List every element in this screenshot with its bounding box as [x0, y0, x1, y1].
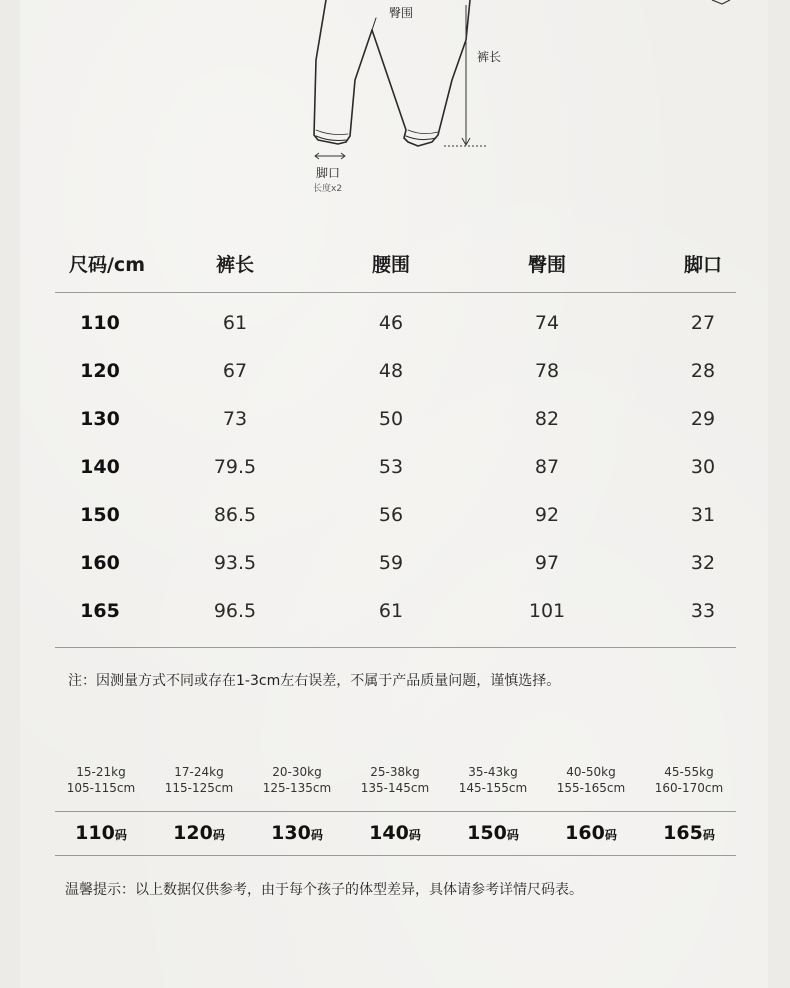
table-divider-top: [55, 292, 736, 293]
table-cell: 53: [378, 456, 404, 478]
guide-weight: 45-55kg: [664, 765, 714, 779]
table-size-cell: 110: [80, 312, 120, 334]
table-cell: 30: [690, 456, 716, 478]
cuff-note: 长度x2: [313, 184, 343, 194]
guide-range: [263, 764, 331, 796]
guide-size: [173, 822, 225, 844]
table-size-cell: 160: [80, 552, 120, 574]
guide-range: [165, 764, 233, 796]
header-hip: 臀围: [527, 254, 567, 276]
table-cell: 101: [528, 600, 566, 622]
guide-divider-bottom: [55, 855, 736, 856]
pants-diagram: [0, 0, 790, 210]
table-cell: 92: [534, 504, 560, 526]
guide-weight: 15-21kg: [76, 765, 126, 779]
guide-size-unit: 码: [114, 828, 127, 842]
guide-size: [565, 822, 617, 844]
pants-illustration: [0, 0, 790, 210]
header-waist: 腰围: [371, 254, 411, 276]
table-cell: 59: [378, 552, 404, 574]
table-cell: 61: [378, 600, 404, 622]
guide-size-number: 120: [173, 822, 213, 844]
table-cell: 73: [222, 408, 248, 430]
guide-height: 105-115cm: [66, 781, 136, 795]
guide-size-number: 140: [369, 822, 409, 844]
table-size-cell: 150: [80, 504, 120, 526]
table-cell: 29: [690, 408, 716, 430]
table-cell: 50: [378, 408, 404, 430]
table-cell: 56: [378, 504, 404, 526]
cuff-label: 脚口: [316, 166, 341, 180]
guide-size: [271, 822, 323, 844]
guide-range: [67, 764, 135, 796]
guide-size-unit: 码: [506, 828, 519, 842]
header-length: 裤长: [215, 254, 255, 276]
guide-size: [663, 822, 715, 844]
table-cell: 86.5: [213, 504, 257, 526]
guide-weight: 40-50kg: [566, 765, 616, 779]
table-cell: 46: [378, 312, 404, 334]
guide-height: 135-145cm: [360, 781, 430, 795]
table-cell: 32: [690, 552, 716, 574]
guide-height: 115-125cm: [164, 781, 234, 795]
guide-weight: 17-24kg: [174, 765, 224, 779]
guide-size-number: 130: [271, 822, 311, 844]
table-cell: 79.5: [213, 456, 257, 478]
table-size-cell: 140: [80, 456, 120, 478]
guide-range: [361, 764, 429, 796]
guide-size-number: 165: [663, 822, 703, 844]
table-cell: 48: [378, 360, 404, 382]
table-size-cell: 130: [80, 408, 120, 430]
guide-size: [467, 822, 519, 844]
guide-weight: 25-38kg: [370, 765, 420, 779]
guide-range: [557, 764, 625, 796]
guide-size-number: 110: [75, 822, 115, 844]
length-label: 裤长: [477, 50, 502, 64]
table-size-cell: 120: [80, 360, 120, 382]
table-size-cell: 165: [80, 600, 120, 622]
guide-size: [75, 822, 127, 844]
guide-divider-top: [55, 811, 736, 812]
table-cell: 82: [534, 408, 560, 430]
guide-height: 160-170cm: [654, 781, 724, 795]
guide-height: 155-165cm: [556, 781, 626, 795]
guide-size-unit: 码: [702, 828, 715, 842]
table-cell: 96.5: [213, 600, 257, 622]
guide-size-number: 160: [565, 822, 605, 844]
guide-height: 125-135cm: [262, 781, 332, 795]
guide-weight: 20-30kg: [272, 765, 322, 779]
table-cell: 97: [534, 552, 560, 574]
table-cell: 28: [690, 360, 716, 382]
guide-size-number: 150: [467, 822, 507, 844]
header-cuff: 脚口: [683, 254, 723, 276]
table-cell: 33: [690, 600, 716, 622]
table-cell: 74: [534, 312, 560, 334]
warm-tip: 温馨提示：以上数据仅供参考，由于每个孩子的体型差异，具体请参考详情尺码表。: [65, 882, 583, 898]
guide-size-unit: 码: [212, 828, 225, 842]
guide-size: [369, 822, 421, 844]
table-cell: 31: [690, 504, 716, 526]
guide-size-unit: 码: [310, 828, 323, 842]
table-cell: 87: [534, 456, 560, 478]
guide-size-unit: 码: [408, 828, 421, 842]
measurement-note: 注：因测量方式不同或存在1-3cm左右误差，不属于产品质量问题，谨慎选择。: [68, 673, 561, 689]
guide-range: [459, 764, 527, 796]
guide-size-unit: 码: [604, 828, 617, 842]
table-cell: 93.5: [213, 552, 257, 574]
table-divider-bottom: [55, 647, 736, 648]
table-cell: 61: [222, 312, 248, 334]
table-cell: 27: [690, 312, 716, 334]
header-size: 尺码/cm: [68, 254, 146, 276]
guide-weight: 35-43kg: [468, 765, 518, 779]
guide-range: [655, 764, 723, 796]
table-cell: 78: [534, 360, 560, 382]
guide-height: 145-155cm: [458, 781, 528, 795]
hip-label: 臀围: [389, 6, 414, 20]
table-cell: 67: [222, 360, 248, 382]
